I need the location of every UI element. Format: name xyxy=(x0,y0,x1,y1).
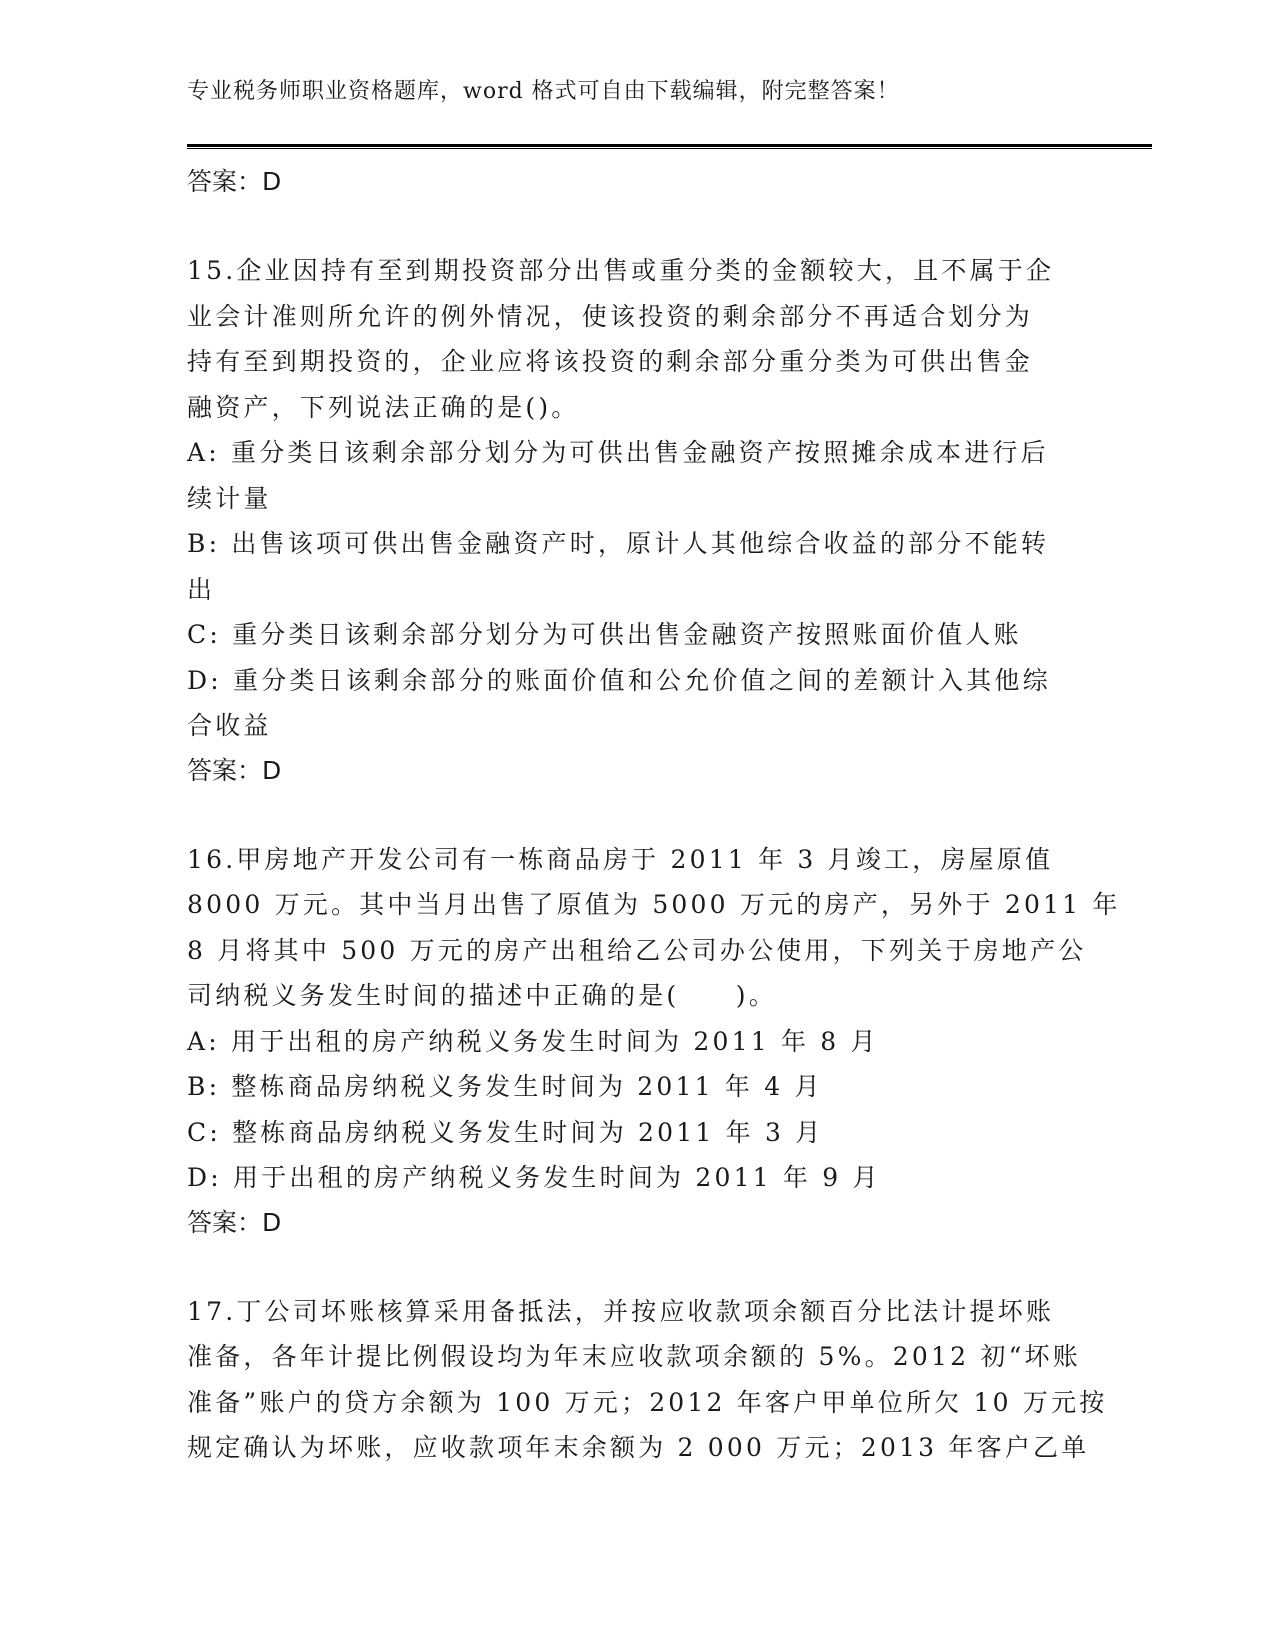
question-stem-line: 17.丁公司坏账核算采用备抵法，并按应收款项余额百分比法计提坏账 xyxy=(187,1296,1055,1326)
option-b-continued: 出 xyxy=(187,574,216,604)
option-d: D: 用于出租的房产纳税义务发生时间为 2011 年 9 月 xyxy=(187,1163,881,1192)
question-16 xyxy=(187,837,1121,1245)
question-stem-line: 司纳税义务发生时间的描述中正确的是( )。 xyxy=(187,981,777,1010)
question-stem-line: 规定确认为坏账，应收款项年末余额为 2 000 万元；2013 年客户乙单 xyxy=(187,1433,1090,1462)
question-stem-line: 融资产，下列说法正确的是()。 xyxy=(187,392,580,422)
option-c: C: 整栋商品房纳税义务发生时间为 2011 年 3 月 xyxy=(187,1117,824,1147)
option-d-continued: 合收益 xyxy=(187,711,272,740)
question-17 xyxy=(187,1289,1108,1471)
answer-line: 答案：D xyxy=(187,1207,282,1237)
option-a: A: 用于出租的房产纳税义务发生时间为 2011 年 8 月 xyxy=(187,1026,879,1056)
document-body xyxy=(187,160,1121,1471)
option-c: C: 重分类日该剩余部分划分为可供出售金融资产按照账面价值人账 xyxy=(187,620,1022,649)
question-stem-line: 准备”账户的贷方余额为 100 万元；2012 年客户甲单位所欠 10 万元按 xyxy=(187,1387,1108,1417)
question-stem-line: 16.甲房地产开发公司有一栋商品房于 2011 年 3 月竣工，房屋原值 xyxy=(187,844,1054,874)
question-stem-line: 持有至到期投资的，企业应将该投资的剩余部分重分类为可供出售金 xyxy=(187,347,1034,376)
question-stem-line: 业会计准则所允许的例外情况，使该投资的剩余部分不再适合划分为 xyxy=(187,301,1034,331)
question-stem-line: 8000 万元。其中当月出售了原值为 5000 万元的房产，另外于 2011 年 xyxy=(187,890,1121,919)
question-stem-line: 15.企业因持有至到期投资部分出售或重分类的金额较大，且不属于企 xyxy=(187,256,1055,285)
header-divider xyxy=(187,144,1152,149)
answer-line: 答案：D xyxy=(187,167,282,196)
question-stem-line: 准备，各年计提比例假设均为年末应收款项余额的 5%。2012 初“坏账 xyxy=(187,1342,1081,1371)
question-stem-line: 8 月将其中 500 万元的房产出租给乙公司办公使用，下列关于房地产公 xyxy=(187,935,1087,965)
option-b: B: 出售该项可供出售金融资产时，原计人其他综合收益的部分不能转 xyxy=(187,529,1050,558)
option-d: D: 重分类日该剩余部分的账面价值和公允价值之间的差额计入其他综 xyxy=(187,665,1051,695)
spacer xyxy=(187,204,1087,248)
spacer xyxy=(187,1245,1087,1289)
option-a-continued: 续计量 xyxy=(187,483,272,513)
spacer xyxy=(187,793,1087,837)
option-a: A: 重分类日该剩余部分划分为可供出售金融资产按照摊余成本进行后 xyxy=(187,438,1049,467)
answer-line: 答案：D xyxy=(187,755,282,785)
question-15 xyxy=(187,248,1087,793)
option-b: B: 整栋商品房纳税义务发生时间为 2011 年 4 月 xyxy=(187,1072,823,1101)
page-header: 专业税务师职业资格题库，word 格式可自由下载编辑，附完整答案！ xyxy=(187,79,900,104)
